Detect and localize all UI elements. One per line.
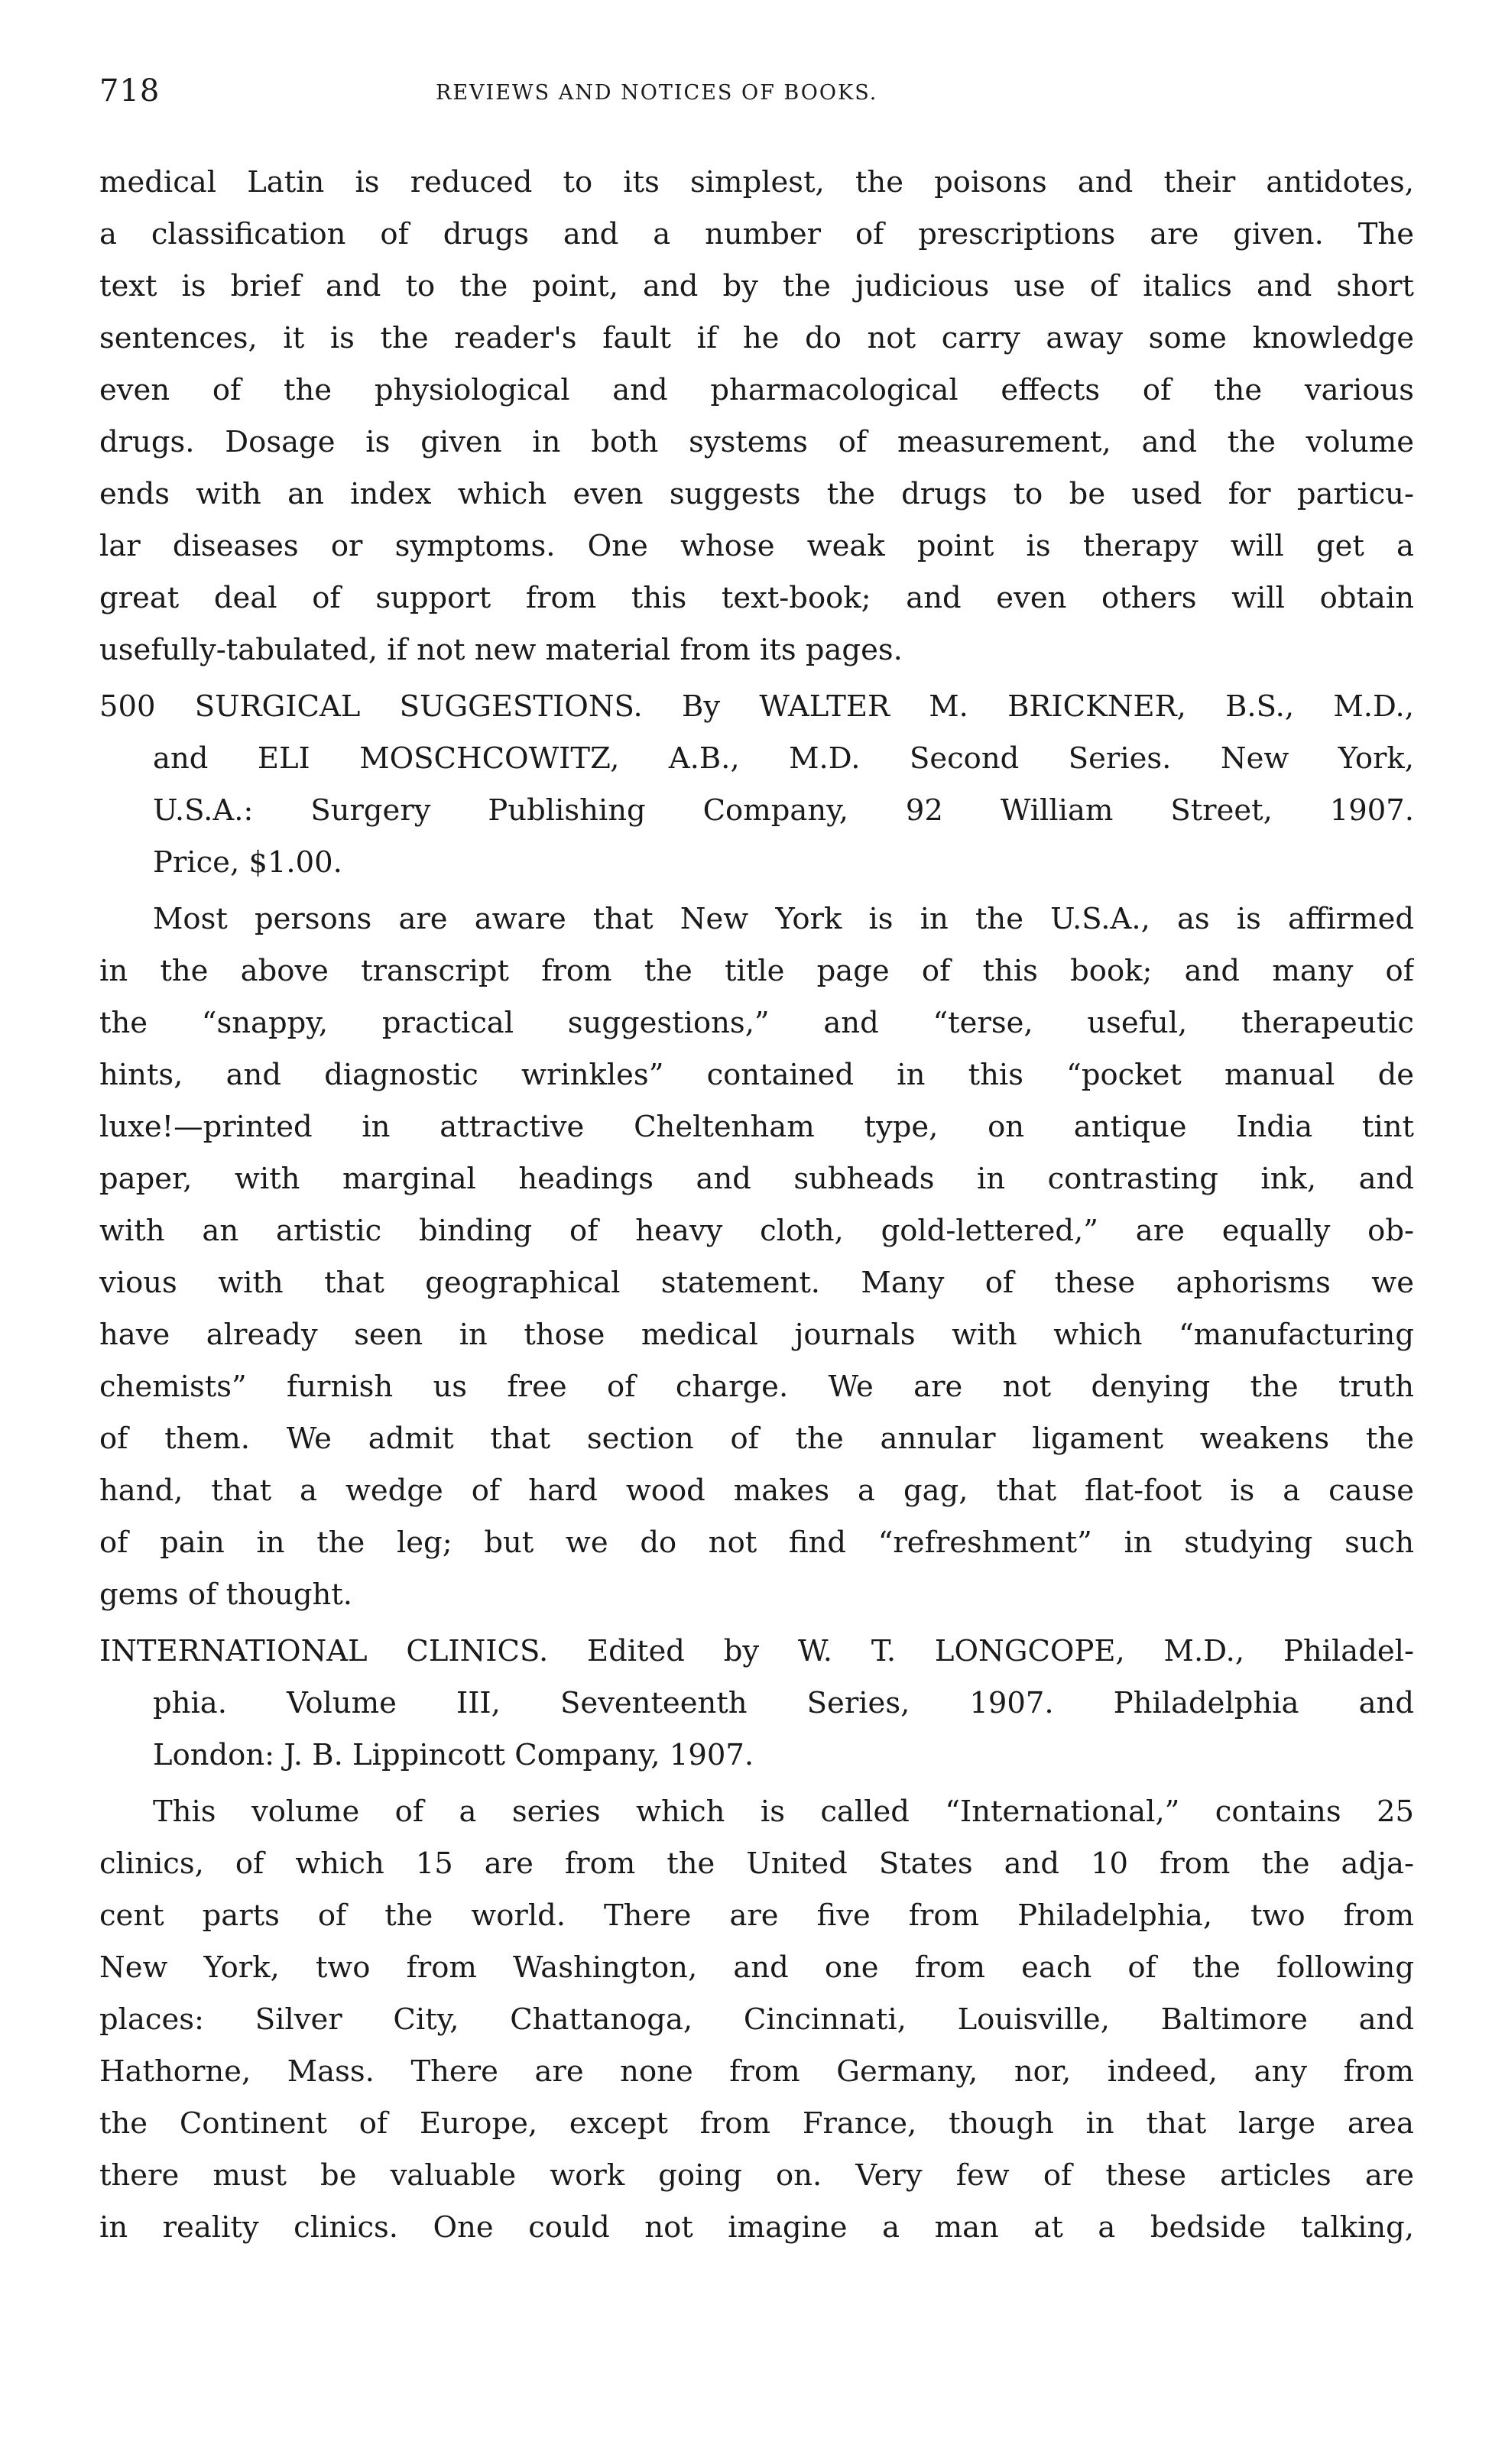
review-body-international-clinics <box>99 1786 1414 2254</box>
text-line: a classification of drugs and a number of prescriptions are given. The <box>99 217 1414 251</box>
page-number: 718 <box>99 73 161 109</box>
text-line: with an artistic binding of heavy cloth, gold-lettered,” are equally ob- <box>99 1214 1414 1248</box>
heading-line: London: J. B. Lippincott Company, 1907. <box>153 1738 754 1772</box>
text-line: there must be valuable work going on. Very few of these articles are <box>99 2158 1414 2193</box>
text-line: text is brief and to the point, and by the judicious use of italics and short <box>99 269 1414 303</box>
text-line: New York, two from Washington, and one from each of the following <box>99 1950 1414 1985</box>
text-line: gems of thought. <box>99 1577 352 1612</box>
text-line: in the above transcript from the title page of this book; and many of <box>99 954 1414 988</box>
text-line: chemists” furnish us free of charge. We are not denying the truth <box>99 1370 1414 1404</box>
text-line: sentences, it is the reader's fault if he do not carry away some knowledge <box>99 321 1414 355</box>
text-line: the “snappy, practical suggestions,” and “terse, useful, therapeutic <box>99 1006 1414 1040</box>
text-line: cent parts of the world. There are five from Philadelphia, two from <box>99 1898 1414 1933</box>
heading-line: Price, $1.00. <box>153 845 342 880</box>
text-line: lar diseases or symptoms. One whose weak point is therapy will get a <box>99 529 1414 563</box>
text-line: of pain in the leg; but we do not find “refreshment” in studying such <box>99 1525 1414 1560</box>
review-heading-international-clinics <box>99 1626 1414 1782</box>
text-line: Hathorne, Mass. There are none from Germany, nor, indeed, any from <box>99 2054 1414 2089</box>
heading-line: U.S.A.: Surgery Publishing Company, 92 William Street, 1907. <box>153 793 1414 828</box>
text-line: in reality clinics. One could not imagine a man at a bedside talking, <box>99 2210 1414 2245</box>
running-head <box>99 73 1414 119</box>
text-line: hints, and diagnostic wrinkles” contained in this “pocket manual de <box>99 1058 1414 1092</box>
review-body-surgical-suggestions <box>99 893 1414 1621</box>
text-line: medical Latin is reduced to its simplest, the poisons and their antidotes, <box>99 165 1414 199</box>
text-line: Most persons are aware that New York is in the U.S.A., as is affirmed <box>153 902 1414 936</box>
text-line: ends with an index which even suggests the drugs to be used for particu- <box>99 477 1414 511</box>
text-line: great deal of support from this text-book; and even others will obtain <box>99 581 1414 615</box>
text-line: places: Silver City, Chattanoga, Cincinnati, Louisville, Baltimore and <box>99 2002 1414 2037</box>
heading-line: INTERNATIONAL CLINICS. Edited by W. T. LONGCOPE, M.D., Philadel- <box>99 1634 1414 1668</box>
heading-line: phia. Volume III, Seventeenth Series, 1907. Philadelphia and <box>153 1686 1414 1720</box>
text-line: the Continent of Europe, except from France, though in that large area <box>99 2106 1414 2141</box>
text-line: paper, with marginal headings and subheads in contrasting ink, and <box>99 1162 1414 1196</box>
text-line: have already seen in those medical journals with which “manufacturing <box>99 1318 1414 1352</box>
text-line: even of the physiological and pharmacological effects of the various <box>99 373 1414 407</box>
running-title: REVIEWS AND NOTICES OF BOOKS. <box>436 81 878 105</box>
text-line: This volume of a series which is called “International,” contains 25 <box>153 1795 1414 1829</box>
text-line: usefully-tabulated, if not new material from its pages. <box>99 633 903 667</box>
text-line: luxe!—printed in attractive Cheltenham type, on antique India tint <box>99 1110 1414 1144</box>
text-line: clinics, of which 15 are from the United States and 10 from the adja- <box>99 1846 1414 1881</box>
text-line: vious with that geographical statement. Many of these aphorisms we <box>99 1266 1414 1300</box>
text-line: of them. We admit that section of the annular ligament weakens the <box>99 1422 1414 1456</box>
heading-line: and ELI MOSCHCOWITZ, A.B., M.D. Second Series. New York, <box>153 741 1414 776</box>
page-body <box>99 157 1414 2254</box>
text-line: drugs. Dosage is given in both systems of measurement, and the volume <box>99 425 1414 459</box>
heading-line: 500 SURGICAL SUGGESTIONS. By WALTER M. BRICKNER, B.S., M.D., <box>99 689 1414 724</box>
continued-paragraph <box>99 157 1414 676</box>
review-heading-surgical-suggestions <box>99 681 1414 889</box>
text-line: hand, that a wedge of hard wood makes a gag, that flat-foot is a cause <box>99 1474 1414 1508</box>
